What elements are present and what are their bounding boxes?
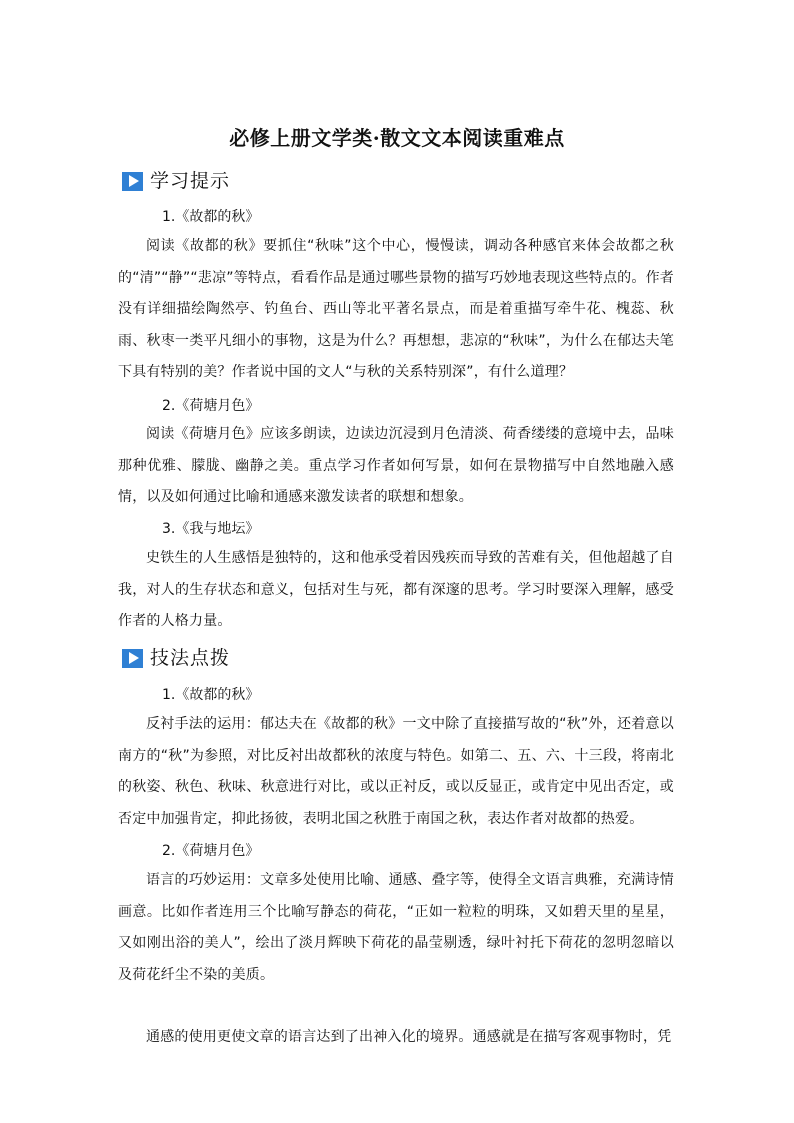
play-triangle-icon — [122, 649, 143, 668]
paragraph: 通感的使用更使文章的语言达到了出神入化的境界。通感就是在描写客观事物时，凭 — [146, 1029, 672, 1045]
section-header-study-tips — [122, 168, 230, 194]
play-triangle-icon — [122, 172, 143, 191]
paragraph: 史铁生的人生感悟是独特的，这和他承受着因残疾而导致的苦难有关，但他超越了自我，对人的生存状态和意义，包括对生与死，都有深邃的思考。学习时要深入理解，感受作者的人格力量。 — [118, 550, 674, 629]
paragraph: 阅读《荷塘月色》应该多朗读，边读边沉浸到月色清淡、荷香缕缕的意境中去，品味那种优雅、朦胧、幽静之美。重点学习作者如何写景，如何在景物描写中自然地融入感情，以及如何通过比喻和通感来激发读者的联想和想象。 — [118, 426, 674, 505]
page-title: 必修上册文学类·散文文本阅读重难点 — [229, 126, 565, 150]
paragraph: 语言的巧妙运用：文章多处使用比喻、通感、叠字等，使得全文语言典雅，充满诗情画意。比如作者连用三个比喻写静态的荷花，“正如一粒粒的明珠，又如碧天里的星星，又如刚出浴的美人”，绘出了淡月辉映下荷花的晶莹剔透，绿叶衬托下荷花的忽明忽暗以及荷花纤尘不染的美质。 — [118, 872, 674, 983]
sub-heading: 1.《故都的秋》 — [162, 209, 260, 225]
sub-heading: 2.《荷塘月色》 — [162, 398, 260, 414]
section-label: 技法点拨 — [150, 647, 231, 669]
sub-heading: 1.《故都的秋》 — [162, 687, 260, 703]
paragraph: 反衬手法的运用：郁达夫在《故都的秋》一文中除了直接描写故的“秋”外，还着意以南方的“秋”为参照，对比反衬出故都秋的浓度与特色。如第二、五、六、十三段，将南北的秋姿、秋色、秋味、秋意进行对比，或以正衬反，或以反显正，或肯定中见出否定，或否定中加强肯定，抑此扬彼，表明北国之秋胜于南国之秋，表达作者对故都的热爱。 — [118, 716, 674, 827]
paragraph: 阅读《故都的秋》要抓住“秋味”这个中心，慢慢读，调动各种感官来体会故都之秋的“清”“静”“悲凉”等特点，看看作品是通过哪些景物的描写巧妙地表现这些特点的。作者没有详细描绘陶然亭、钓鱼台、西山等北平著名景点，而是着重描写牵牛花、槐蕊、秋雨、秋枣一类平凡细小的事物，这是为什么？再想想，悲凉的“秋味”，为什么在郁达夫笔下具有特别的美？作者说中国的文人“与秋的关系特别深”，有什么道理？ — [118, 238, 674, 380]
section-label: 学习提示 — [150, 170, 231, 192]
sub-heading: 3.《我与地坛》 — [162, 521, 260, 537]
section-header-technique-tips — [122, 645, 230, 671]
sub-heading: 2.《荷塘月色》 — [162, 843, 260, 859]
